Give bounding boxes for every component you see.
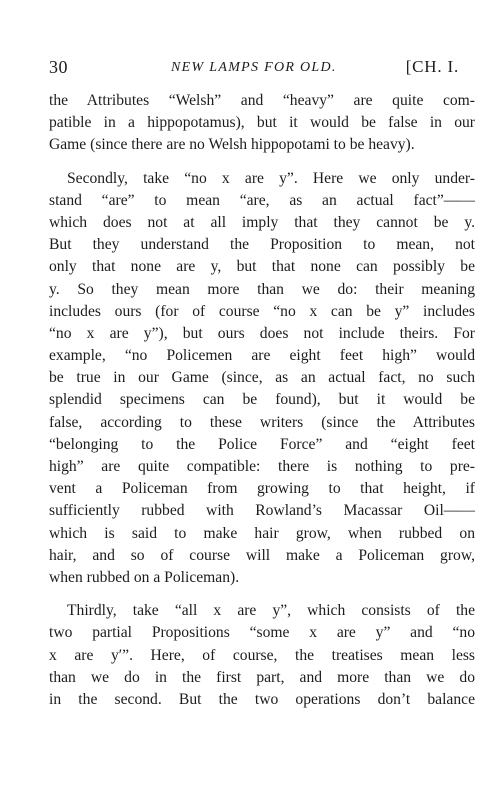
chapter-marker: [CH. I. bbox=[405, 57, 459, 76]
text-line: y. So they mean more than we do: their meaning bbox=[49, 280, 475, 298]
text-line: hair, and so of course will make a Policeman grow, bbox=[49, 546, 475, 564]
text-line: “belonging to the Police Force” and “eight feet bbox=[49, 435, 475, 453]
text-line: includes ours (for of course “no x can be y” includes bbox=[49, 302, 475, 320]
text-line: But they understand the Proposition to mean, not bbox=[49, 236, 475, 254]
text-line: vent a Policeman from growing to that height, if bbox=[49, 480, 475, 498]
paragraph-1 bbox=[49, 90, 475, 157]
text-line: “no x are y”), but ours does not include theirs. For bbox=[49, 324, 475, 342]
text-line: Secondly, take “no x are y”. Here we only under- bbox=[67, 169, 475, 187]
text-line: example, “no Policemen are eight feet high” would bbox=[49, 347, 475, 365]
running-title: NEW LAMPS FOR OLD. bbox=[171, 60, 337, 75]
text-line: x are y′”. Here, of course, the treatises mean less bbox=[49, 646, 475, 664]
text-line: false, according to these writers (since the Attributes bbox=[49, 413, 475, 431]
text-line: the Attributes “Welsh” and “heavy” are quite com- bbox=[49, 92, 475, 109]
text-line: which is said to make hair grow, when rubbed on bbox=[49, 524, 475, 542]
paragraph-3 bbox=[49, 600, 475, 711]
page-body bbox=[49, 90, 475, 711]
text-line: which does not at all imply that they cannot be y. bbox=[49, 213, 475, 231]
text-line: when rubbed on a Policeman). bbox=[49, 568, 240, 586]
text-line: in the second. But the two operations don’t balance bbox=[49, 690, 475, 708]
text-line: splendid specimens can be found), but it would be bbox=[49, 391, 475, 409]
text-line: patible in a hippopotamus), but it would be false in our bbox=[49, 114, 475, 132]
page-number: 30 bbox=[49, 57, 68, 77]
text-line: stand “are” to mean “are, as an actual fact”—— bbox=[49, 191, 475, 209]
page-header bbox=[49, 57, 459, 81]
text-line: high” are quite compatible: there is nothing to pre- bbox=[49, 458, 475, 475]
text-line: be true in our Game (since, as an actual fact, no such bbox=[49, 369, 475, 387]
paragraph-2 bbox=[49, 168, 475, 590]
text-line: Thirdly, take “all x are y”, which consists of the bbox=[67, 602, 475, 620]
text-line: only that none are y, but that none can possibly be bbox=[49, 258, 475, 276]
text-line: sufficiently rubbed with Rowland’s Macassar Oil—— bbox=[49, 502, 475, 520]
text-line: than we do in the first part, and more than we do bbox=[49, 668, 475, 686]
text-line: Game (since there are no Welsh hippopotami to be heavy). bbox=[49, 136, 415, 154]
text-line: two partial Propositions “some x are y” and “no bbox=[49, 624, 475, 642]
